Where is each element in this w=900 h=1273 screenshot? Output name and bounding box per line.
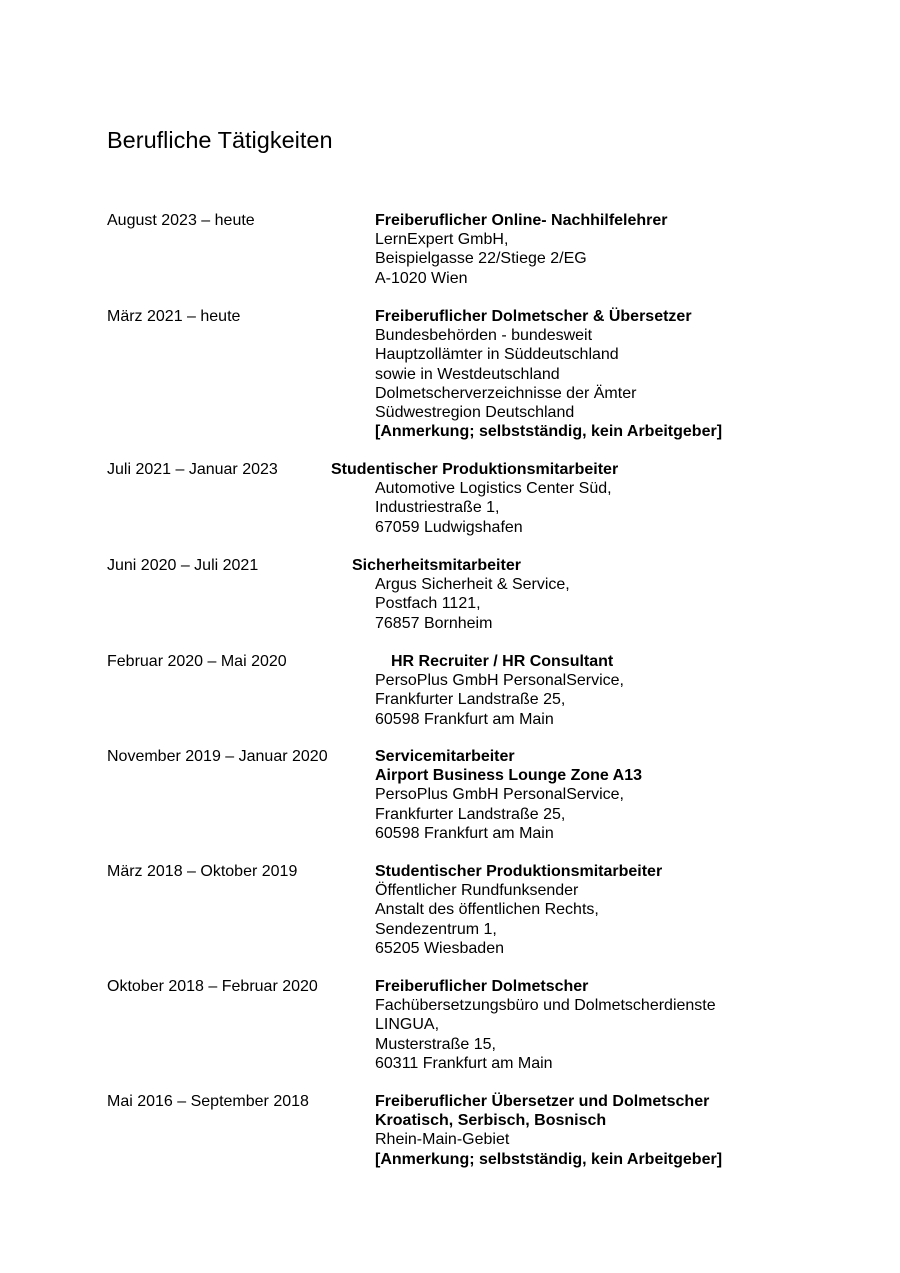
entry-position-title: Sicherheitsmitarbeiter — [352, 557, 521, 574]
entry-detail-line: [Anmerkung; selbstständig, kein Arbeitgeber] — [375, 1150, 723, 1168]
entry-detail-line: A-1020 Wien — [375, 269, 468, 287]
entry-details — [375, 652, 624, 729]
entry-detail-line: Musterstraße 15, — [375, 1035, 496, 1053]
entry-detail-line: Automotive Logistics Center Süd, — [375, 480, 612, 498]
entry-date: März 2021 – heute — [107, 308, 241, 325]
entry-date: Mai 2016 – September 2018 — [107, 1093, 309, 1110]
entry-detail-line: 60598 Frankfurt am Main — [375, 824, 554, 842]
entry-detail-line: 60311 Frankfurt am Main — [375, 1054, 553, 1072]
entry-detail-line: Rhein-Main-Gebiet — [375, 1131, 510, 1149]
entry-detail-line: Hauptzollämter in Süddeutschland — [375, 346, 619, 364]
entry-detail-line: LernExpert GmbH, — [375, 231, 509, 249]
entry-detail-line: Sendezentrum 1, — [375, 920, 497, 938]
entry-position-title: Studentischer Produktionsmitarbeiter — [375, 863, 663, 880]
entry-details — [352, 556, 570, 633]
entry-detail-line: Kroatisch, Serbisch, Bosnisch — [375, 1112, 607, 1130]
entry-details — [375, 211, 668, 288]
entry-detail-line: PersoPlus GmbH PersonalService, — [375, 786, 624, 804]
entry-detail-line: LINGUA, — [375, 1016, 440, 1034]
entry-detail-line: [Anmerkung; selbstständig, kein Arbeitgeber] — [375, 423, 723, 441]
entry-date: Juli 2021 – Januar 2023 — [107, 461, 278, 478]
entry-detail-line: Anstalt des öffentlichen Rechts, — [375, 901, 599, 919]
entry-position-title: Freiberuflicher Übersetzer und Dolmetscher — [375, 1093, 710, 1110]
entry-position-title: Studentischer Produktionsmitarbeiter — [331, 461, 619, 478]
entry-detail-line: Südwestregion Deutschland — [375, 403, 575, 421]
entry-position-title: Freiberuflicher Online- Nachhilfelehrer — [375, 212, 668, 229]
entry-details — [375, 747, 642, 843]
entry-position-title: Freiberuflicher Dolmetscher — [375, 978, 589, 995]
entry-position-title: Servicemitarbeiter — [375, 748, 515, 765]
entry-detail-line: sowie in Westdeutschland — [375, 365, 560, 383]
entry-detail-line: Frankfurter Landstraße 25, — [375, 691, 566, 709]
entry-detail-line: Argus Sicherheit & Service, — [375, 576, 570, 594]
entry-detail-line: 60598 Frankfurt am Main — [375, 710, 554, 728]
entry-details — [375, 307, 722, 441]
entry-detail-line: Dolmetscherverzeichnisse der Ämter — [375, 384, 637, 402]
entry-position-title: Freiberuflicher Dolmetscher & Übersetzer — [375, 308, 692, 325]
entry-detail-line: PersoPlus GmbH PersonalService, — [375, 672, 624, 690]
entry-position-title: HR Recruiter / HR Consultant — [391, 653, 614, 670]
entry-detail-line: Postfach 1121, — [375, 595, 481, 613]
entry-date: Oktober 2018 – Februar 2020 — [107, 978, 318, 995]
entry-details — [375, 1092, 722, 1169]
entry-details — [331, 460, 662, 537]
page-title: Berufliche Tätigkeiten — [107, 127, 333, 153]
entry-detail-line: Airport Business Lounge Zone A13 — [375, 767, 642, 785]
entry-date: November 2019 – Januar 2020 — [107, 748, 328, 765]
entry-detail-line: 65205 Wiesbaden — [375, 939, 504, 957]
entry-date: August 2023 – heute — [107, 212, 255, 229]
entry-detail-line: 67059 Ludwigshafen — [375, 518, 523, 536]
entry-detail-line: Fachübersetzungsbüro und Dolmetscherdienste — [375, 997, 716, 1015]
entry-details — [375, 977, 716, 1073]
entry-date: Februar 2020 – Mai 2020 — [107, 653, 287, 670]
entry-detail-line: Industriestraße 1, — [375, 499, 500, 517]
entry-detail-line: 76857 Bornheim — [375, 614, 493, 632]
entry-detail-line: Beispielgasse 22/Stiege 2/EG — [375, 250, 587, 268]
entry-detail-line: Öffentlicher Rundfunksender — [375, 882, 579, 900]
entry-detail-line: Bundesbehörden - bundesweit — [375, 327, 593, 345]
entry-details — [375, 862, 662, 958]
entry-date: März 2018 – Oktober 2019 — [107, 863, 298, 880]
entry-detail-line: Frankfurter Landstraße 25, — [375, 805, 566, 823]
entry-date: Juni 2020 – Juli 2021 — [107, 557, 259, 574]
